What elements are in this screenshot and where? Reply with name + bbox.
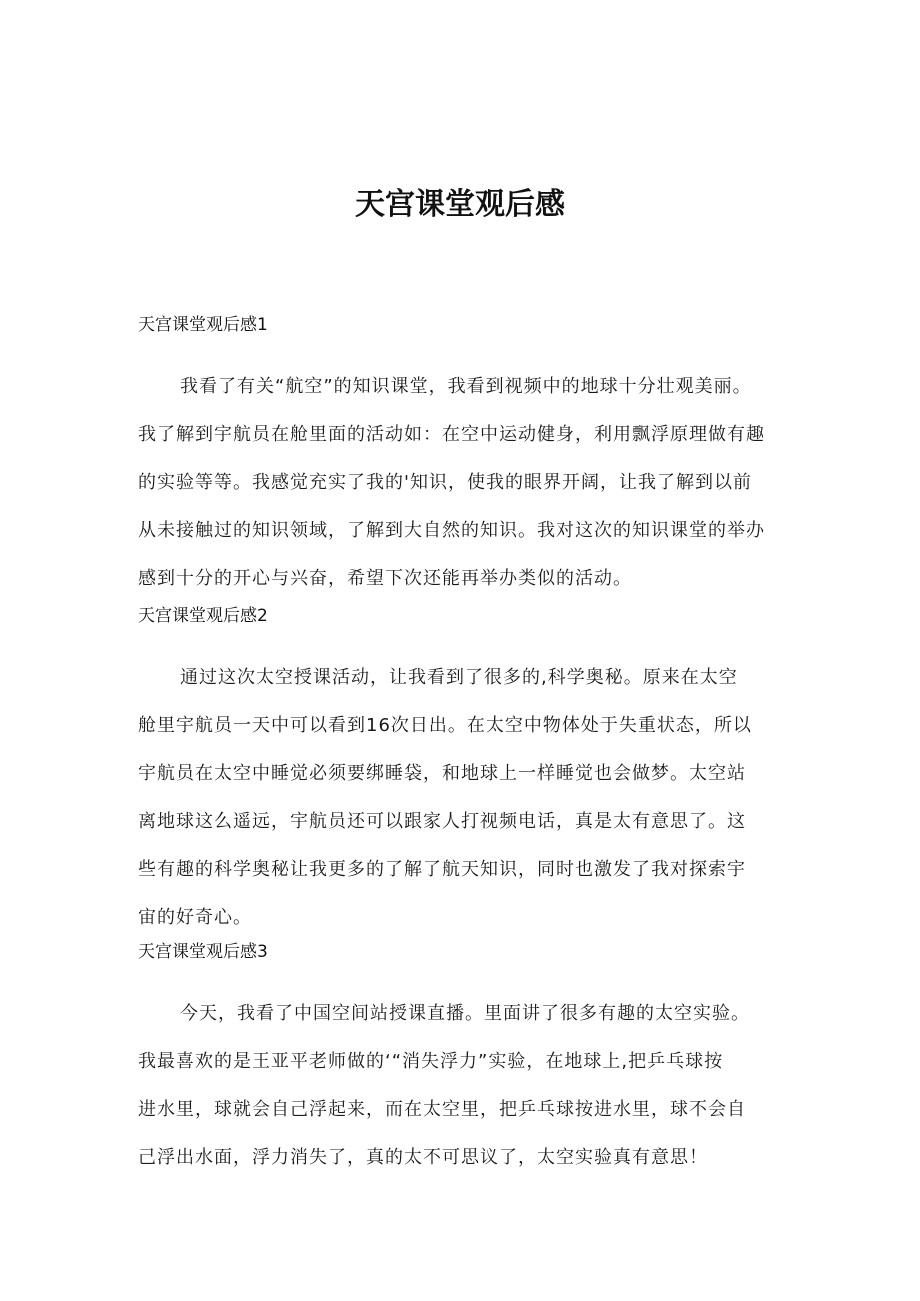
essay-section-3 [138, 940, 798, 1182]
paragraph-line: 通过这次太空授课活动，让我看到了很多的,科学奥秘。原来在太空 [180, 667, 738, 688]
document-title: 天宫课堂观后感 [355, 187, 565, 223]
section-paragraph [138, 363, 798, 603]
paragraph-line: 离地球这么遥远，宇航员还可以跟家人打视频电话，真是太有意思了。这 [138, 811, 746, 832]
essay-section-1 [138, 313, 798, 603]
paragraph-line: 宇航员在太空中睡觉必须要绑睡袋，和地球上一样睡觉也会做梦。太空站 [138, 763, 746, 784]
essay-section-2 [138, 604, 798, 942]
section-heading: 天宫课堂观后感3 [138, 942, 268, 962]
paragraph-line: 我最喜欢的是王亚平老师做的‘“消失浮力”实验，在地球上,把乒乓球按 [138, 1051, 724, 1072]
section-paragraph [138, 654, 798, 942]
paragraph-line: 的实验等等。我感觉充实了我的'知识，使我的眼界开阔，让我了解到以前 [138, 472, 752, 493]
paragraph-line: 感到十分的开心与兴奋，希望下次还能再举办类似的活动。 [138, 568, 632, 589]
paragraph-line: 些有趣的科学奥秘让我更多的了解了航天知识，同时也激发了我对探索宇 [138, 859, 746, 880]
section-heading: 天宫课堂观后感1 [138, 315, 268, 335]
paragraph-line: 从未接触过的知识领域，了解到大自然的知识。我对这次的知识课堂的举办 [138, 520, 765, 541]
paragraph-line: 宙的好奇心。 [138, 907, 252, 928]
paragraph-line: 今天，我看了中国空间站授课直播。里面讲了很多有趣的太空实验。 [180, 1003, 750, 1024]
paragraph-line: 舱里宇航员一天中可以看到16次日出。在太空中物体处于失重状态，所以 [138, 715, 752, 736]
paragraph-line: 己浮出水面，浮力消失了，真的太不可思议了，太空实验真有意思！ [138, 1147, 708, 1168]
paragraph-line: 我看了有关“航空”的知识课堂，我看到视频中的地球十分壮观美丽。 [180, 376, 752, 397]
paragraph-line: 进水里，球就会自己浮起来，而在太空里，把乒乓球按进水里，球不会自 [138, 1099, 746, 1120]
paragraph-line: 我了解到宇航员在舱里面的活动如：在空中运动健身，利用飘浮原理做有趣 [138, 424, 765, 445]
section-paragraph [138, 990, 798, 1182]
section-heading: 天宫课堂观后感2 [138, 606, 268, 626]
